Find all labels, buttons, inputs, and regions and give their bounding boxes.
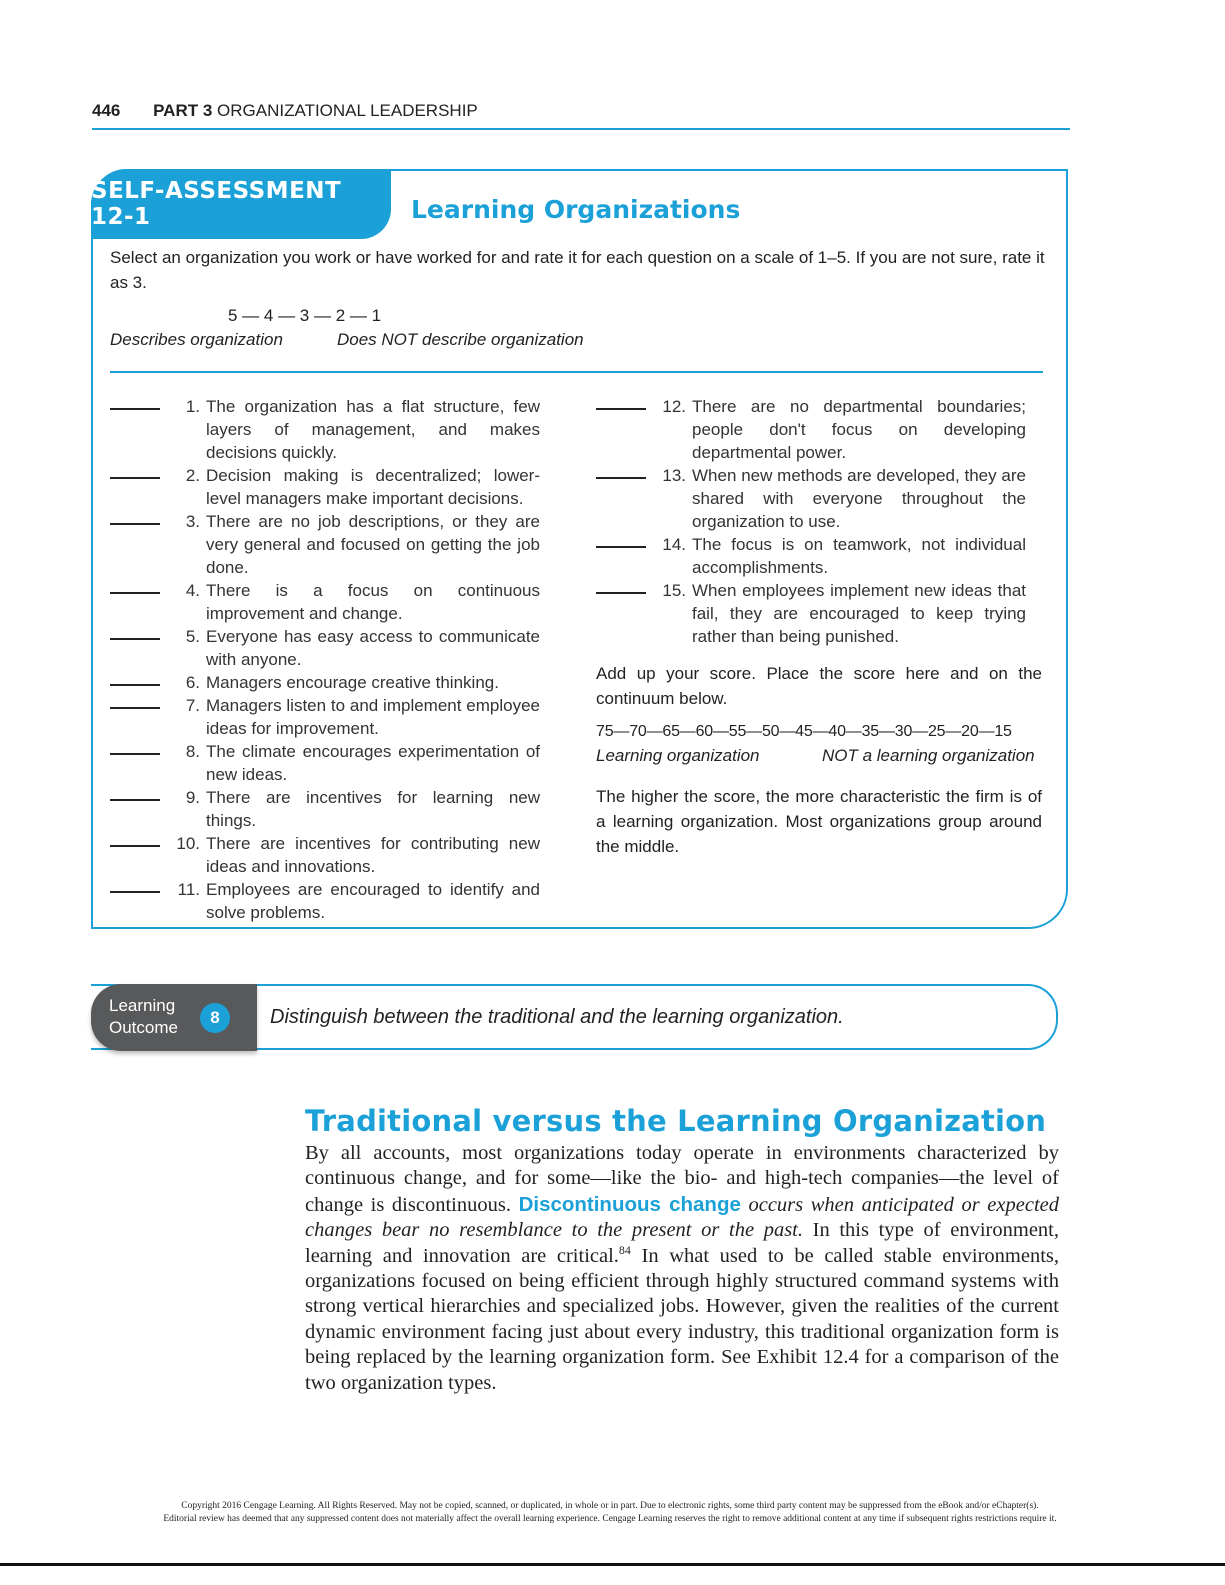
section-title: ORGANIZATIONAL LEADERSHIP (217, 101, 478, 120)
answer-blank[interactable] (110, 671, 160, 686)
question-number: 3. (185, 512, 200, 531)
answer-blank[interactable] (110, 832, 160, 847)
question-list-right (596, 395, 1026, 648)
question-item (110, 878, 540, 924)
answer-blank[interactable] (110, 786, 160, 801)
answer-blank[interactable] (110, 740, 160, 755)
learning-outcome-label-line: Outcome (109, 1018, 178, 1037)
question-item (596, 533, 1026, 579)
score-interpretation: The higher the score, the more characteristic the firm is of a learning organization. Most organizations group around the middle. (596, 787, 1042, 856)
running-header (92, 101, 478, 121)
question-number: 13. (662, 466, 686, 485)
question-item (596, 579, 1026, 648)
question-item (110, 671, 540, 694)
question-item (110, 740, 540, 786)
rating-scale: 5 — 4 — 3 — 2 — 1 (228, 306, 382, 325)
score-instruction: Add up your score. Place the score here and on the continuum below. (596, 664, 1042, 708)
question-number: 11. (177, 880, 200, 899)
body-paragraph (305, 1141, 1059, 1396)
self-assessment-instructions: Select an organization you work or have worked for and rate it for each question on a scale of 1–5. If you are not sure, rate it as 3. (110, 248, 1045, 292)
answer-blank[interactable] (110, 510, 160, 525)
question-text: Decision making is decentralized; lower-level managers make important decisions. (206, 466, 540, 508)
learning-outcome-number-badge: 8 (200, 1003, 230, 1033)
question-number: 8. (185, 742, 200, 761)
question-item (110, 510, 540, 579)
question-number: 10. (176, 834, 200, 853)
answer-blank[interactable] (110, 395, 160, 410)
question-number: 1. (185, 397, 200, 416)
question-number: 5. (185, 627, 200, 646)
part-label: PART 3 (153, 101, 213, 120)
footnote-ref[interactable]: 84 (618, 1242, 631, 1257)
question-number: 12. (662, 397, 686, 416)
question-number: 4. (185, 581, 200, 600)
question-list-left (110, 395, 540, 924)
self-assessment-title: Learning Organizations (411, 195, 741, 224)
paragraph-text: In this type of environment, learning and innovation are critical. (305, 1219, 1059, 1267)
copyright-notice (100, 1500, 1120, 1526)
learning-outcome-tag (91, 984, 257, 1051)
question-number: 15. (662, 581, 686, 600)
answer-blank[interactable] (110, 625, 160, 640)
question-item (110, 625, 540, 671)
question-number: 2. (185, 466, 200, 485)
continuum-left-label: Learning organization (596, 746, 760, 765)
question-text: The organization has a flat structure, few layers of management, and makes decisions quickly. (206, 397, 540, 462)
question-text: Managers listen to and implement employee ideas for improvement. (206, 696, 540, 738)
section-heading: Traditional versus the Learning Organization (305, 1104, 1047, 1138)
question-text: Managers encourage creative thinking. (206, 673, 499, 692)
paragraph-text: In what used to be called stable environments, organizations focused on being efficient through highly structured command systems with strong vertical hierarchies and specialized jobs. However, given the realities of the current dynamic environment facing just about every industry, this traditional organization form is being replaced by the learning organization form. See Exhibit 12.4 for a comparison of the two organization types. (305, 1244, 1060, 1394)
question-text: Employees are encouraged to identify and solve problems. (206, 880, 540, 922)
scale-right-label: Does NOT describe organization (337, 330, 584, 349)
answer-blank[interactable] (596, 533, 646, 548)
score-continuum: 75—70—65—60—55—50—45—40—35—30—25—20—15 (596, 723, 1012, 740)
question-item (596, 464, 1026, 533)
question-text: When employees implement new ideas that fail, they are encouraged to keep trying rather than being punished. (692, 581, 1026, 646)
question-item (110, 694, 540, 740)
key-term: Discontinuous change (518, 1192, 741, 1216)
copyright-line: Editorial review has deemed that any suppressed content does not materially affect the overall learning experience. Cengage Learning reserves the right to remove additional content at any time if subsequent rights restrictions require it. (163, 1514, 1057, 1524)
header-divider (92, 128, 1070, 130)
question-item (110, 395, 540, 464)
answer-blank[interactable] (110, 464, 160, 479)
self-assessment-divider (110, 371, 1043, 373)
question-text: There are no departmental boundaries; people don't focus on developing departmental power. (692, 397, 1026, 462)
question-text: When new methods are developed, they are shared with everyone throughout the organization to use. (692, 466, 1026, 531)
question-item (110, 832, 540, 878)
page-number: 446 (92, 101, 121, 120)
question-text: There are no job descriptions, or they are very general and focused on getting the job done. (206, 512, 540, 577)
answer-blank[interactable] (110, 579, 160, 594)
scale-left-label: Describes organization (110, 330, 283, 349)
question-text: There are incentives for learning new things. (206, 788, 540, 830)
continuum-right-label: NOT a learning organization (822, 746, 1035, 765)
copyright-line: Copyright 2016 Cengage Learning. All Rights Reserved. May not be copied, scanned, or duplicated, in whole or in part. Due to electronic rights, some third party content may be suppressed from the eBook and/or eChapter(s). (181, 1501, 1039, 1511)
page-bottom-border (0, 1563, 1225, 1566)
term-definition: occurs when anticipated or expected changes bear no resemblance to the present or the past. (305, 1193, 1059, 1242)
learning-outcome-label (109, 995, 178, 1039)
self-assessment-box (91, 169, 1068, 929)
question-text: The focus is on teamwork, not individual accomplishments. (692, 535, 1026, 577)
answer-blank[interactable] (110, 878, 160, 893)
learning-outcome-label-line: Learning (109, 996, 176, 1015)
question-text: Everyone has easy access to communicate with anyone. (206, 627, 540, 669)
answer-blank[interactable] (596, 464, 646, 479)
question-item (110, 579, 540, 625)
question-item (110, 464, 540, 510)
paragraph-text: By all accounts, most organizations today operate in environments characterized by continuous change, and for some—like the bio- and high-tech companies—the level of change is discontinuous. (305, 1142, 1059, 1216)
question-text: There is a focus on continuous improvement and change. (206, 581, 540, 623)
answer-blank[interactable] (110, 694, 160, 709)
question-item (596, 395, 1026, 464)
question-number: 6. (185, 673, 200, 692)
answer-blank[interactable] (596, 579, 646, 594)
question-number: 7. (185, 696, 200, 715)
answer-blank[interactable] (596, 395, 646, 410)
question-number: 14. (662, 535, 686, 554)
question-text: There are incentives for contributing new ideas and innovations. (206, 834, 540, 876)
question-item (110, 786, 540, 832)
self-assessment-tab: SELF-ASSESSMENT 12-1 (91, 169, 391, 239)
question-number: 9. (185, 788, 200, 807)
question-text: The climate encourages experimentation of new ideas. (206, 742, 540, 784)
learning-outcome-text: Distinguish between the traditional and the learning organization. (270, 1006, 844, 1028)
